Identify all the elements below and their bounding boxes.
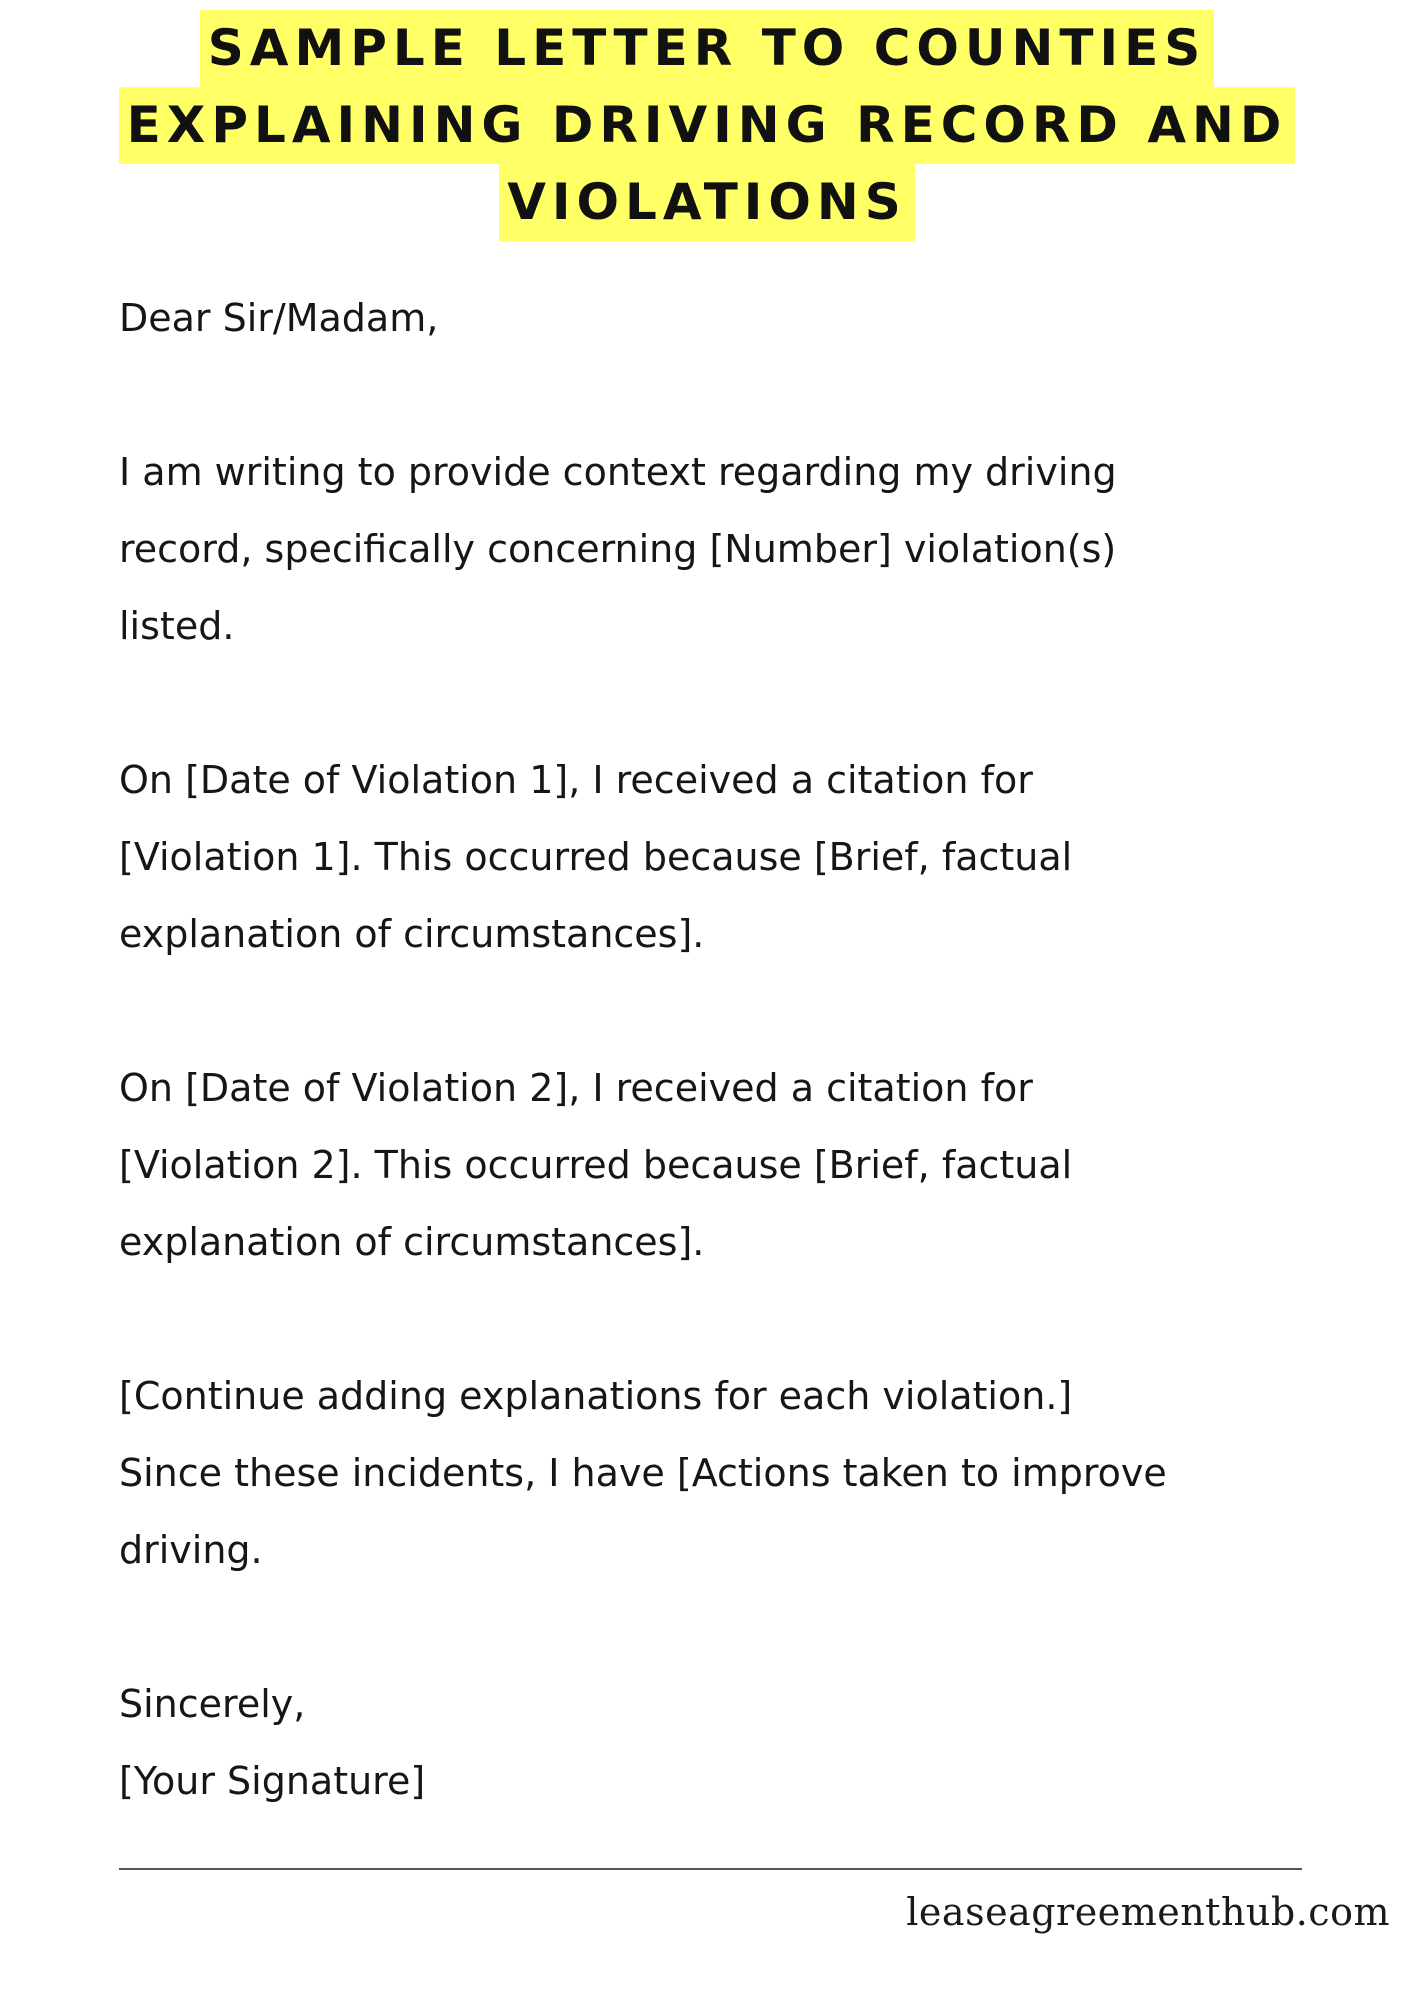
violation-2-line-2: [Violation 2]. This occurred because [Brief, factual (119, 1143, 1073, 1187)
intro-line-3: listed. (119, 604, 235, 648)
violation-2-paragraph (119, 1050, 1329, 1281)
intro-line-2: record, specifically concerning [Number] violation(s) (119, 527, 1117, 571)
closing: Sincerely, (119, 1682, 306, 1726)
violation-1-paragraph (119, 742, 1329, 973)
continuation-line-1: [Continue adding explanations for each violation.] (119, 1374, 1073, 1418)
violation-1-line-1: On [Date of Violation 1], I received a citation for (119, 758, 1033, 802)
violation-1-line-2: [Violation 1]. This occurred because [Brief, factual (119, 835, 1073, 879)
paragraph-gap (119, 1281, 1329, 1358)
paragraph-gap (119, 1589, 1329, 1666)
paragraph-gap (119, 973, 1329, 1050)
violation-2-line-3: explanation of circumstances]. (119, 1220, 705, 1264)
continuation-paragraph (119, 1358, 1329, 1589)
title-line-2: EXPLAINING DRIVING RECORD AND (119, 87, 1296, 164)
violation-1-line-3: explanation of circumstances]. (119, 912, 705, 956)
signature-placeholder: [Your Signature] (119, 1759, 426, 1803)
title-line-1: SAMPLE LETTER TO COUNTIES (200, 10, 1215, 87)
continuation-line-3: driving. (119, 1528, 263, 1572)
document-title (0, 10, 1414, 241)
title-line-3: VIOLATIONS (499, 164, 915, 241)
paragraph-gap (119, 665, 1329, 742)
continuation-line-2: Since these incidents, I have [Actions taken to improve (119, 1451, 1167, 1495)
violation-2-line-1: On [Date of Violation 2], I received a citation for (119, 1066, 1033, 1110)
paragraph-gap (119, 357, 1329, 434)
intro-paragraph (119, 434, 1329, 665)
letter-body (119, 280, 1329, 1820)
footer-brand: leaseagreementhub.com (906, 1890, 1390, 1934)
footer-divider (119, 1868, 1302, 1870)
salutation: Dear Sir/Madam, (119, 296, 439, 340)
intro-line-1: I am writing to provide context regarding my driving (119, 450, 1117, 494)
